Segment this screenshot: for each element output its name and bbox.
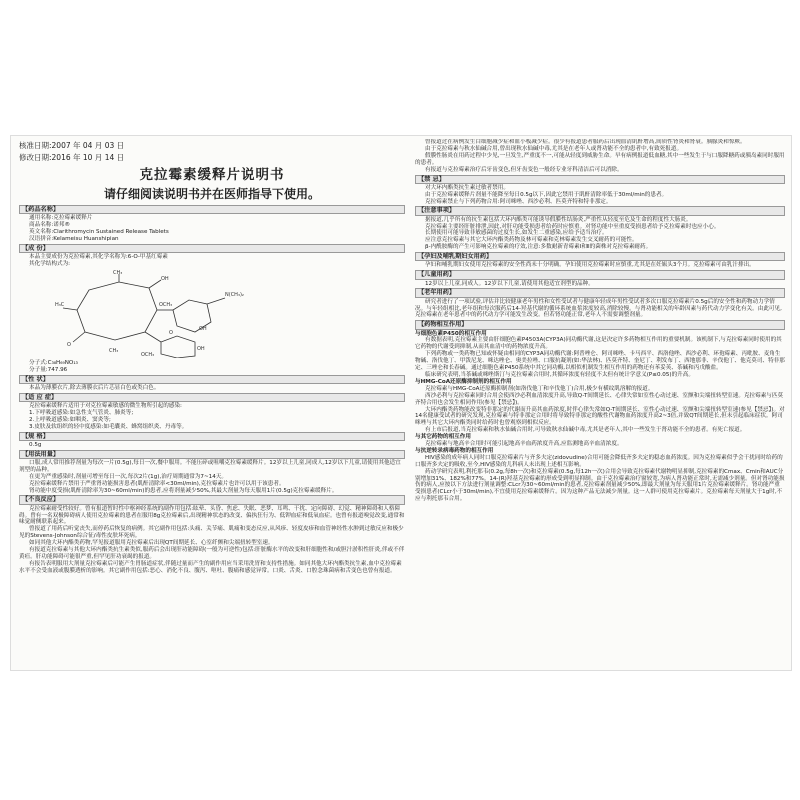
approval-date: 核准日期:2007 年 04 月 03 日: [19, 141, 125, 150]
structure-intro: 其化学结构式为:: [29, 260, 71, 267]
statin-paragraph: 大环内酯类药物能改变特非那定的代谢而升高其血药浓度,时伴心律失常如Q-T间期延长、室性心动过速、室颤和尖端扭转型室速(参见【禁忌】)。对14名健康受试者的研究发现,克拉霉素与特非那定合用时将导致特非那定的酸性代谢物血药浓度升高2~3倍,并致QT间期延长,但未引起临床症状。阿司咪唑与其它大环内酯类同时给药时也曾观察到相似反应。: [415, 406, 785, 427]
other-drug-subheading: 与其它药物的相互作用: [415, 434, 471, 441]
adverse-continued: 有报道与克拉霉素治疗后牙齿变色,但牙齿变色一般经专业牙科清洁后可以消除。: [425, 166, 623, 173]
adverse-continued: 假膜性肠炎在用药过程中少见,一旦发生,严重度不一,可能从轻度到威胁生命。早有病例报道低血糖,其中一些发生于与口服降糖药或胰岛素同时服用的患者。: [415, 152, 785, 166]
generic-name: 通用名称:克拉霉素缓释片: [29, 215, 93, 222]
adverse-paragraph: 曾报道了用药后听觉丧失,而停药后恢复的病例。其它副作用包括:头痛、关节痛、肌痛和变态反应,从风疹、轻度皮疹和血管神经性水肿到过敏反应和极少见的Stevens-Johnson综合征/毒性皮肤坏死病。: [19, 526, 404, 540]
label-o-1: O: [67, 341, 71, 348]
indication-item: 3.皮肤及软组织的轻中度感染:如毛囊炎、蜂窝组织炎、丹毒等。: [29, 423, 188, 430]
tail-paragraph: 药动学研究表明,利托那韦(0.2g,每8h一次)和克拉霉素(0.5g,每12h一次)合用会导致克拉霉素代谢物明显抑制,克拉霉素的Cmax、Cmin和AUC分别增加31%、182%和77%。14-(R)羟基克拉霉素的形成受到明显抑制。由于克拉霉素治疗窗较宽,为病人肾功能正常时,无需减少剂量。但对肾功能损伤的病人,应按以下方法进行剂量调整:CLcr为30~60ml/min的患者,克拉霉素剂量减少50%,即最大剂量为每天服用1片克拉霉素缓释片。肾功能严重受损患者(CLcr小于30ml/min),不宜使用克拉霉素缓释片。因为这种产品无法减少剂量。这一人群可使用克拉霉素片。克拉霉素每天剂量大于1g时,不应与利托那韦合用。: [415, 468, 785, 503]
adverse-continued: 曾报道过在病例发生白细胞减少症和血小板减少症。很少有报道患者服药后出现血清肌酐增高,间质性肾炎和肾衰。胰腺炎和惊厥。: [425, 139, 746, 145]
label-dimethylamino: N(CH₃)₂: [225, 291, 244, 298]
macrolide-ring: [77, 282, 157, 340]
tail-paragraph: 有上市后报道,当克拉霉素和秋水仙碱合用时,可导致秋水仙碱中毒,尤其是老年人,其中一些发生于肾功能不全的患者。有死亡报道。: [425, 427, 746, 434]
adverse-paragraph: 有报告表明服用大剂量克拉霉素后可能产生胃肠道症状,伴随过量而产生的副作用应当采用洗胃和支持性措施。如同其他大环内酯类抗生素,血中克拉霉素水平不会受血液或腹膜透析的影响。其它副作用包括:恶心、消化不良、腹泻、呕吐、腹痛和感觉异常。口炎、舌炎、口腔念珠菌病和舌变色也曾有报道。: [19, 560, 402, 574]
label-och3: OCH₃: [159, 301, 173, 308]
contraindication-paragraph: 对大环内酯类抗生素过敏者禁用。: [425, 184, 509, 191]
precaution-paragraph: 克拉霉素主要经肝脏排泄,因此,对肝功能受损患者给药时应慎重。对肾功能中至重度受损患者给予克拉霉素时也应小心。: [425, 223, 720, 230]
adverse-paragraph: 有报道克拉霉素与其他大环内酯类抗生素类似,服药后会出现肝功能障碍(一般为可逆性)包括:肝脏酶水平的改变和肝细胞性和/或胆汁淤积性肝炎,伴或不伴黄疸。肝功能障碍可能很严重,但罕见肝功衰竭的报道。: [19, 547, 405, 560]
section-drug-name: 【药品名称】: [19, 205, 405, 214]
dosage-paragraph: 克拉霉素缓释片禁用于严重肾功能损害患者(肌酐清除率<30ml/min),克拉霉素片也许可以用于该患者。: [29, 480, 285, 487]
english-name: 英文名称:Clarithromycin Sustained Release Tablets: [29, 229, 169, 236]
section-composition: 【成 份】: [19, 244, 405, 253]
molecular-formula: 分子式:C₃₈H₆₉NO₁₃: [29, 359, 78, 366]
interaction-paragraph: 下列药物或一类药物已知或怀疑由相同的CYP3A同功酶代谢:阿普唑仑、阿司咪唑、卡马西平、西洛他唑、西沙必利、环孢霉素、丙吡胺、麦角生物碱、洛伐他丁、甲泼尼龙、咪达唑仑、奥美拉唑、口服抗凝剂(如:华法林)、匹莫齐特、奎尼丁、利发布丁、西地那非、辛伐他丁、他克莫司、特非那定、三唑仑和长春碱。通过细胞色素P450系统中其它同功酶,以相似机制发生相互作用的药物还有苯妥英、茶碱和丙戊酸盐。: [415, 351, 785, 372]
traits-text: 本品为薄膜衣片,除去薄膜衣后片芯显白色或类白色。: [29, 384, 160, 391]
usage-warning: 请仔细阅读说明书并在医师指导下使用。: [103, 187, 320, 201]
precaution-paragraph: 据报道,几乎所有的抗生素包括大环内酯类可能诱导假膜性结肠炎,严重性从轻度至危及生命的程度性大肠炎。: [425, 216, 692, 223]
section-indications: 【适 应 症】: [19, 393, 405, 402]
section-pregnancy: 【孕妇及哺乳期妇女用药】: [415, 252, 785, 261]
section-traits: 【性 状】: [19, 375, 405, 384]
specification-text: 0.5g: [29, 441, 42, 448]
indications-intro: 克拉霉素缓释片适用于对克拉霉素敏感的微生物所引起的感染:: [29, 402, 182, 409]
pediatric-paragraph: 12岁以上儿童,同成人。12岁以下儿童,请使用其他适宜剂型的品种。: [425, 280, 594, 287]
label-oh-1: OH: [161, 275, 169, 282]
cladinose-ring: [161, 336, 195, 358]
document-title: 克拉霉素缓释片说明书: [139, 167, 285, 183]
section-pediatric: 【儿童用药】: [415, 270, 785, 279]
interaction-paragraph: 有数据表明,克拉霉素主要由肝细胞色素P4503A(CYP3A)同功酶代谢,这是决定许多药物相互作用的重要机制。该机制下,与克拉霉素同时使用的其它药物的代谢受到抑制,从而其血清中的药物浓度升高。: [415, 337, 782, 351]
label-oh-2: OH: [199, 325, 207, 332]
section-contraindications: 【禁 忌】: [415, 175, 785, 184]
precaution-paragraph: 长期使用可能导致非敏感菌的过度生长,如发生二重感染,应给予适当治疗。: [425, 230, 608, 237]
label-o-2: O: [169, 329, 173, 336]
interaction-paragraph: 临床研究表明,当茶碱或咪唑斯汀与克拉霉素合用时,其循环浓度有轻度不太但有统计学意义(P≤0.05)的升高。: [425, 371, 694, 378]
statin-paragraph: 克拉霉素与HMG-CoA还原酶抑制剂(如洛伐他丁和辛伐他丁)合用,极少有横纹肌溶解的报道。: [425, 385, 654, 392]
contraindication-paragraph: 克拉霉素禁止与下列药物合用:阿司咪唑、西沙必利、匹莫齐特和特非那定。: [425, 198, 612, 205]
indication-item: 1.下呼吸道感染:如急性支气管炎、肺炎等;: [29, 409, 134, 416]
section-dosage: 【用法用量】: [19, 450, 405, 459]
section-adverse-reactions: 【不良反应】: [19, 495, 405, 504]
geriatric-paragraph: 研究者进行了一项试验,评估并比较健康老年男性和女性受试者与健康年轻成年男性受试者多次口服克拉霉素片0.5g后的安全性和药物动力学情况。与年轻组相比,老年组和每次服药后14-羟基代谢的循环系统血浆浓度较高,消除较慢。与肾功能相关的年龄因素与药代动力学变化有关。由此可见,克拉霉素在老年患者中的药代动力学可能发生改变。但若肾功能正常,老年人不需要调整剂量。: [415, 298, 782, 319]
section-precautions: 【注意事项】: [415, 206, 785, 215]
label-ch3-bottom: CH₃: [109, 347, 119, 354]
right-column: [415, 139, 785, 667]
label-oh-3: OH: [197, 345, 205, 352]
structure-diagram: [49, 270, 279, 358]
statin-subheading: 与HMG-CoA还原酶抑制剂的相互作用: [415, 378, 512, 385]
statin-paragraph: 西沙必利与克拉霉素同时合用会使西沙必利血清浓度升高,导致Q-T间期延长、心律失常如室性心动过速、室颤和尖端扭转型室速。克拉霉素与匹莫齐特合用也会发生相同作用(参见【禁忌】)。: [415, 392, 784, 406]
interaction-subheading: 与细胞色素P450的相互作用: [415, 330, 487, 337]
chemical-structure: [49, 270, 279, 358]
indication-item: 2.上呼吸道感染:如咽炎、窦炎等;: [29, 416, 111, 423]
molecular-weight: 分子量:747.96: [29, 366, 68, 373]
revision-date: 修改日期:2016 年 10 月 14 日: [19, 153, 125, 162]
label-h3c: H₃C: [55, 301, 65, 308]
contraindication-paragraph: 由于克拉霉素缓释片剂量不能降至每日0.5g以下,因此它禁用于肌酐清除率低于30ml/min的患者。: [425, 191, 668, 198]
dosage-paragraph: 在更为严重感染时,剂量可增至每日一次,每次2片(1g),治疗周期通常为7~14天。: [29, 473, 227, 480]
section-interactions: 【药物相互作用】: [415, 320, 785, 329]
tail-paragraph: 克拉霉素与地高辛合用时可能引起地高辛血药浓度升高,应监测地高辛血清浓度。: [425, 441, 623, 448]
pinyin-name: 汉语拼音:Kelameisu Huanshipian: [29, 235, 119, 242]
adverse-paragraph: 克拉霉素耐受性较好。曾有报道暂时性中枢神经系统的副作用包括:眩晕、头昏、焦虑、失眠、恶梦、耳鸣、干扰、定向障碍、幻觉、精神障碍和人格障碍。曾有一名双极障碍病人使用克拉霉素的患者在服用8g克拉霉素后,出现精神状态的改变、偏执狂行为、低钾血症和低氧血症。也曾有报道嗅觉改变,通常和味觉耐侧联系起来。: [19, 505, 405, 526]
composition-line: 本品主要成份为克拉霉素,其化学名称为:6-O-甲基红霉素: [29, 254, 168, 261]
adverse-continued: 由于克拉霉素与秋水仙碱合用,曾出现秋水仙碱中毒,尤其是在老年人或肾功能不全的患者中,有致死报道。: [425, 145, 683, 152]
section-geriatric: 【老年用药】: [415, 288, 785, 297]
adverse-paragraph: 如同其他大环内酯类药物,罕见报道服用克拉霉素后出现QT间期延长、心室纤颤和尖端扭转型室速。: [29, 540, 274, 547]
label-ch3-top: CH₃: [113, 269, 123, 276]
dosage-paragraph: 肾功能中度受损(肌酐清除率为30~60ml/min)的患者,应将剂量减少50%,其最大剂量为每天服用1片(0.5g)克拉霉素缓释片。: [29, 487, 338, 494]
pregnancy-paragraph: 孕妇和哺乳期妇女使用克拉霉素的安全性尚未十分明确。孕妇使用克拉霉素时应慎重,尤其是在妊娠头3个月。克拉霉素可由乳汁排出。: [425, 262, 755, 269]
trade-name: 商品名称:诺邦®: [29, 222, 71, 229]
label-och3-2: OCH₃: [141, 351, 155, 358]
instruction-leaflet: [10, 135, 792, 671]
section-specification: 【规 格】: [19, 432, 405, 441]
left-column: [19, 139, 405, 667]
antiretroviral-subheading: 与抗逆转录病毒药物的相互作用: [415, 447, 494, 454]
dosage-paragraph: 口服,成人常用推荐剂量为每次一片(0.5g),每日一次,餐中服用。不能压碎或咀嚼克拉霉素缓释片。12岁以上儿童,同成人,12岁以下儿童,请使用其他适宜剂型的品种。: [19, 459, 401, 473]
tail-paragraph: HIV感染的成年病人同时口服克拉霉素片与齐多夫定(zidovudine)合用可能会降低齐多夫定的稳态血药浓度。因为克拉霉素似乎会干扰同时给药的口服齐多夫定的吸收,至今,HIV感染的儿科病人未出现上述相互影响。: [415, 454, 783, 468]
precaution-paragraph: β-内酰胺酶的产生可影响克拉霉素的疗效,注意:多数耐新青霉素Ⅰ和Ⅱ的菌株对克拉霉素耐药。: [425, 244, 652, 251]
drug-name-block: [19, 215, 405, 243]
precaution-paragraph: 应注意克拉霉素与其它大环内酯类药物及林可霉素和克林霉素发生交叉耐药的可能性。: [425, 237, 638, 244]
